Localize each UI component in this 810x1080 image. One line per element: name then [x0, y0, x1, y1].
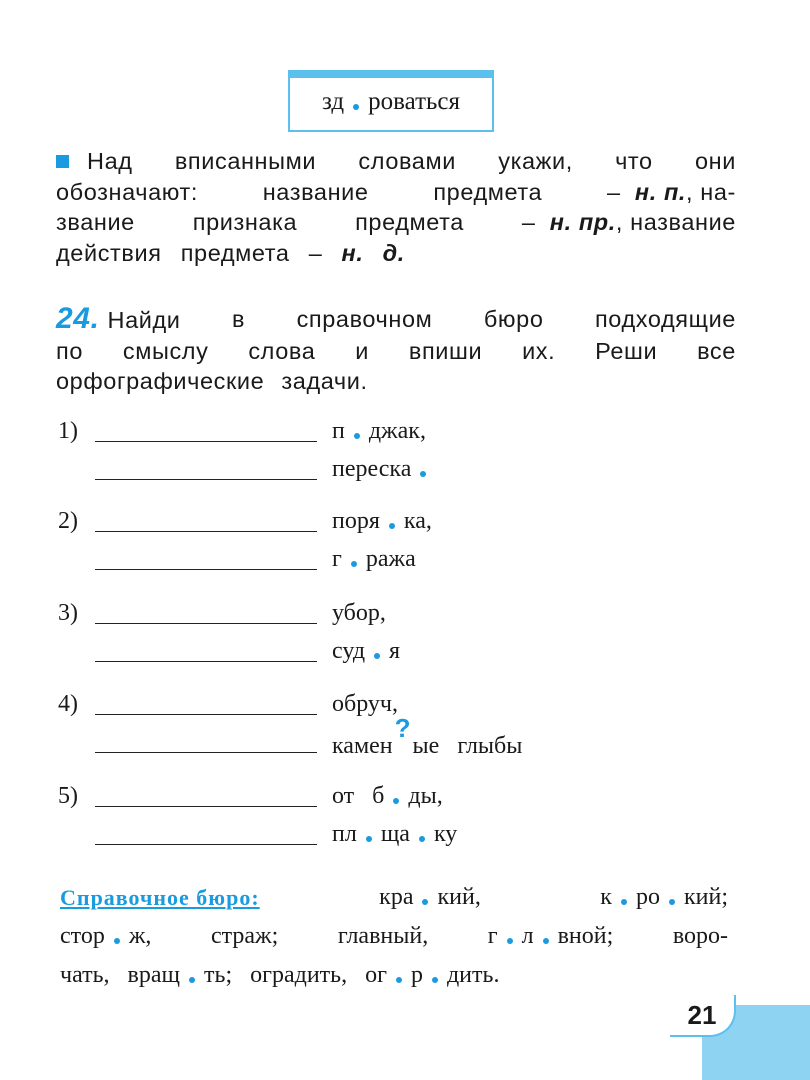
word: ды,	[408, 783, 443, 809]
missing-letter-dot	[432, 977, 438, 983]
page-number: 21	[670, 995, 736, 1037]
word: я	[389, 638, 401, 664]
missing-letter-dot	[419, 836, 425, 842]
word: кий;	[683, 884, 728, 910]
missing-letter-dot	[114, 938, 120, 944]
item-label: 3)	[58, 600, 78, 626]
item-label: 1)	[58, 418, 78, 444]
word: смыслу	[122, 337, 209, 364]
word: суд	[332, 638, 366, 664]
item-label: 2)	[58, 508, 78, 534]
word: джак,	[368, 418, 426, 444]
word: вной;	[557, 923, 614, 949]
word: поря	[332, 508, 380, 534]
word: камен	[332, 733, 393, 759]
answer-line[interactable]	[95, 531, 317, 532]
word: ж,	[128, 923, 152, 949]
word: подходящие	[594, 306, 736, 332]
missing-letter-dot	[393, 798, 399, 804]
word: оградить,	[250, 962, 348, 988]
missing-letter-dot	[189, 977, 195, 983]
reference-bureau	[60, 878, 728, 995]
missing-letter-dot	[543, 938, 549, 944]
item-word	[332, 821, 457, 848]
answer-line[interactable]	[95, 623, 317, 624]
word: глыбы	[457, 733, 523, 759]
word: вписанными	[174, 148, 317, 174]
word: ража	[365, 546, 416, 572]
answer-line[interactable]	[95, 661, 317, 662]
missing-letter-dot	[422, 899, 428, 905]
word: п	[332, 418, 345, 444]
bullet-square-icon	[56, 155, 69, 168]
missing-letter-dot	[353, 104, 359, 110]
word: орфографические	[56, 368, 265, 394]
missing-letter-dot	[396, 977, 402, 983]
word: к	[600, 884, 612, 910]
word: задачи.	[281, 368, 368, 394]
word: звание	[56, 209, 135, 235]
item-word	[332, 508, 432, 535]
word: ть;	[204, 962, 233, 988]
word: –	[606, 178, 621, 205]
word: дить.	[446, 962, 500, 988]
word: их.	[522, 337, 556, 364]
word: г	[332, 546, 342, 572]
word: Найди	[107, 307, 181, 333]
item-word	[332, 691, 398, 718]
task-number: 24.	[56, 302, 100, 335]
item-word	[332, 713, 523, 760]
abbr-adjective: н. пр.	[549, 209, 616, 235]
word: предмета	[433, 178, 543, 205]
item-word	[332, 418, 426, 445]
word: обруч,	[332, 691, 398, 717]
word: чать,	[60, 962, 110, 988]
word: ог	[365, 962, 387, 988]
word: ро	[635, 884, 660, 910]
word: кий,	[437, 884, 481, 910]
word: Над	[87, 148, 133, 174]
missing-letter-dot	[669, 899, 675, 905]
item-word	[332, 600, 386, 627]
item-word	[332, 546, 416, 573]
word: бюро	[483, 306, 544, 332]
answer-line[interactable]	[95, 569, 317, 570]
word: , название	[615, 209, 736, 235]
missing-letter-dot	[354, 433, 360, 439]
missing-letter-dot	[389, 523, 395, 529]
word: справочном	[296, 306, 433, 332]
abbr-noun: н. п.	[634, 178, 687, 205]
word: убор,	[332, 600, 386, 626]
word: словами	[358, 148, 456, 174]
answer-line[interactable]	[95, 479, 317, 480]
word: ые	[412, 733, 440, 759]
answer-line[interactable]	[95, 806, 317, 807]
word: стор	[60, 923, 105, 949]
word: предмета	[180, 239, 290, 266]
word: слова	[248, 337, 316, 364]
word: ку	[433, 821, 458, 847]
word: б	[372, 783, 385, 809]
word: что	[615, 148, 653, 174]
bureau-title: Справочное бюро:	[60, 885, 260, 910]
word: ка,	[403, 508, 432, 534]
word: р	[410, 962, 423, 988]
missing-letter-dot	[420, 471, 426, 477]
missing-letter-dot	[351, 561, 357, 567]
missing-letter-dot	[621, 899, 627, 905]
word: по	[56, 337, 83, 364]
abbr-verb: н. д.	[341, 239, 405, 266]
task-24	[56, 304, 736, 397]
item-word	[332, 783, 443, 810]
missing-letter-dot	[507, 938, 513, 944]
word: пл	[332, 821, 357, 847]
answer-line[interactable]	[95, 714, 317, 715]
word: –	[308, 239, 323, 266]
word: ща	[380, 821, 410, 847]
missing-letter-dot	[374, 653, 380, 659]
word: Реши	[595, 337, 658, 364]
word: г	[487, 923, 498, 949]
word-box	[288, 70, 494, 132]
question-mark-icon: ?	[394, 713, 411, 743]
item-word	[332, 638, 400, 665]
word: переска	[332, 456, 412, 482]
word-part: зд	[321, 88, 345, 115]
word: они	[694, 148, 736, 174]
word: –	[521, 209, 536, 235]
word: признака	[192, 209, 298, 235]
word: кра	[379, 884, 414, 910]
item-label: 5)	[58, 783, 78, 809]
answer-line[interactable]	[95, 441, 317, 442]
answer-line[interactable]	[95, 752, 317, 753]
item-word	[332, 456, 435, 483]
word: воро-	[672, 923, 728, 949]
word: все	[697, 337, 736, 364]
word: от	[332, 783, 355, 809]
word: предмета	[355, 209, 464, 235]
instruction	[56, 146, 736, 268]
word: , на-	[686, 178, 736, 205]
word: л	[521, 923, 534, 949]
word: обозначают:	[56, 178, 198, 205]
word: название	[262, 178, 369, 205]
word: вращ	[127, 962, 181, 988]
answer-line[interactable]	[95, 844, 317, 845]
word: действия	[56, 239, 162, 266]
word: в	[232, 306, 246, 332]
word: страж;	[210, 923, 279, 949]
missing-letter-dot	[366, 836, 372, 842]
word: главный,	[337, 923, 429, 949]
word: укажи,	[498, 148, 573, 174]
item-label: 4)	[58, 691, 78, 717]
word: впиши	[408, 337, 483, 364]
word-part: роваться	[368, 88, 460, 115]
word: и	[355, 337, 370, 364]
